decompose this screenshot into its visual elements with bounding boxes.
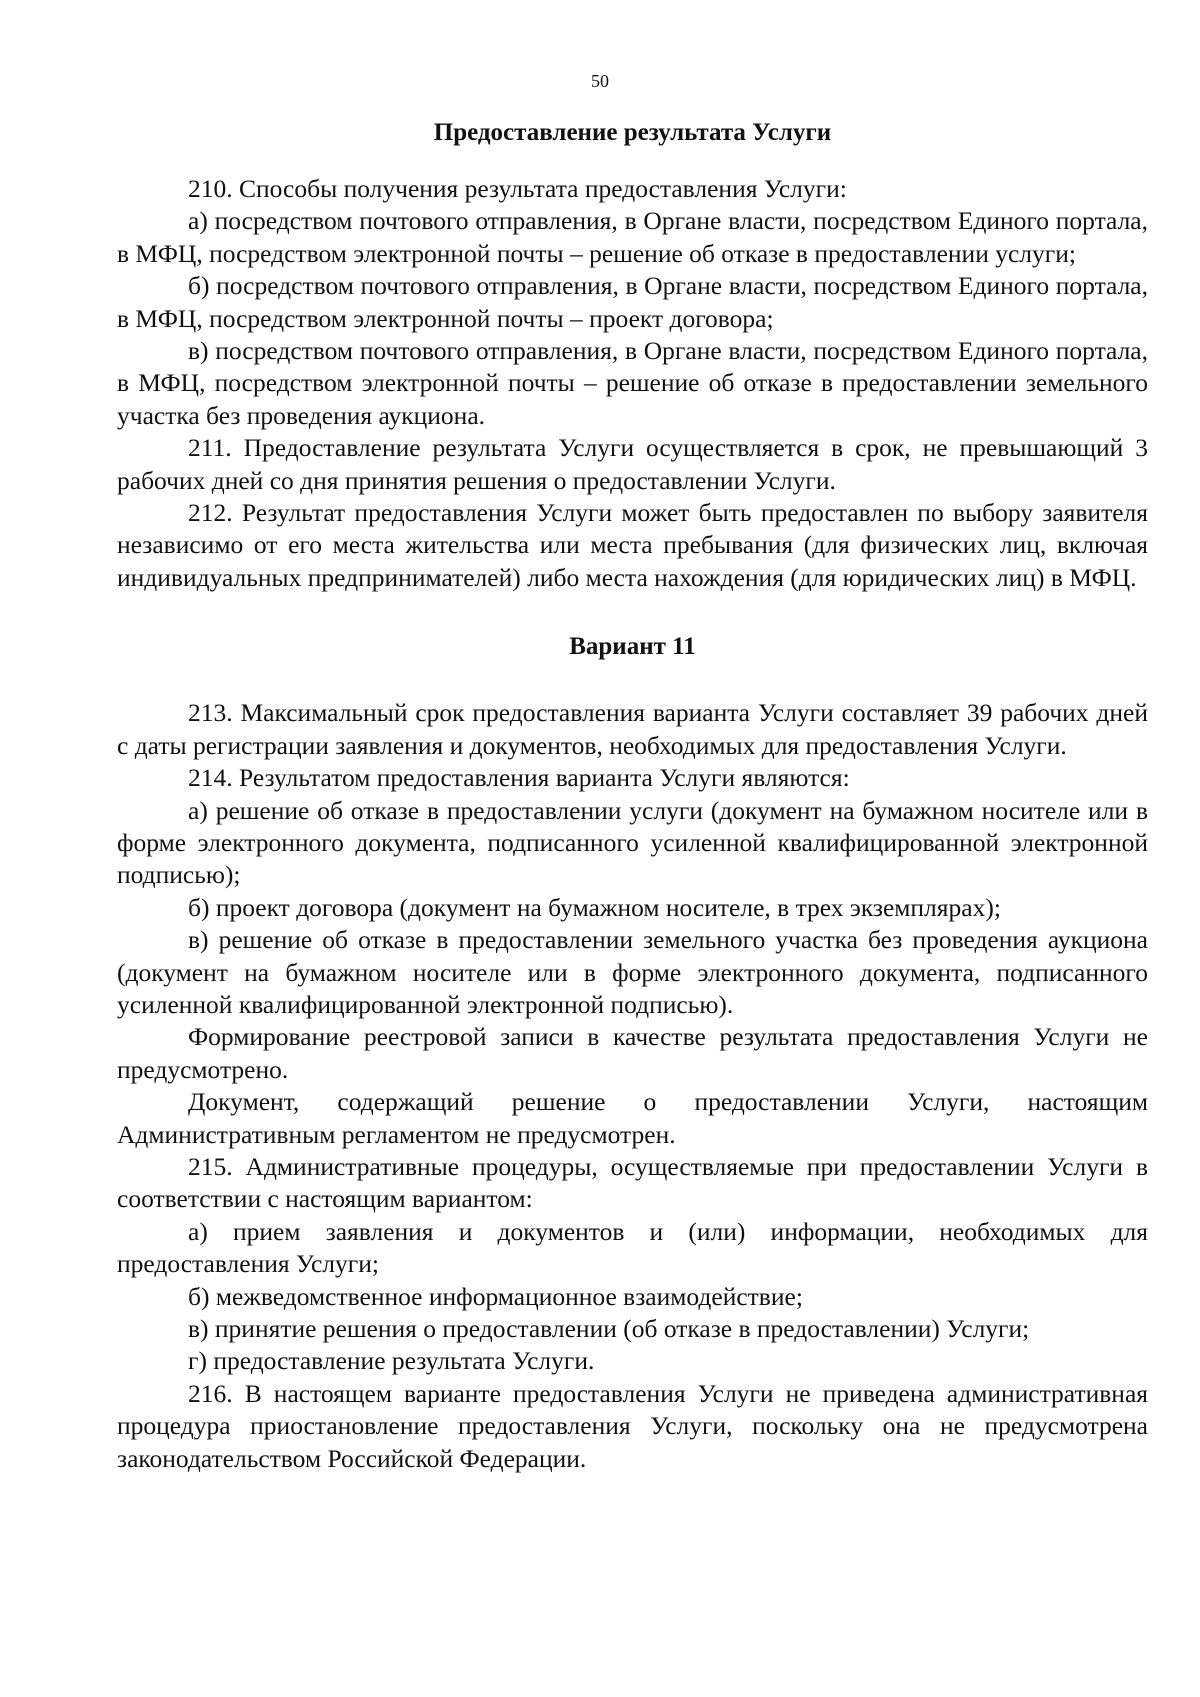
- paragraph-212: 212. Результат предоставления Услуги может быть предоставлен по выбору заявителя независимо от его места жительства или места пребывания (для физических лиц, включая индивидуальных предпринимателей) либо места нахождения (для юридических лиц) в МФЦ.: [117, 498, 1148, 592]
- paragraph-210-v: в) посредством почтового отправления, в Органе власти, посредством Единого портала, в МФЦ, посредством электронной почты – решение об отказе в предоставлении земельного участка без проведения аукциона.: [117, 336, 1148, 430]
- paragraph-210-a: а) посредством почтового отправления, в Органе власти, посредством Единого портала, в МФЦ, посредством электронной почты – решение об отказе в предоставлении услуги;: [117, 206, 1148, 268]
- document-body: [117, 117, 1148, 1475]
- paragraph-215-a: а) прием заявления и документов и (или) информации, необходимых для предоставления Услуги;: [117, 1216, 1148, 1279]
- paragraph-211: 211. Предоставление результата Услуги осуществляется в срок, не превышающий 3 рабочих дней со дня принятия решения о предоставлении Услуги.: [117, 433, 1148, 495]
- paragraph-216: 216. В настоящем варианте предоставления Услуги не приведена административная процедура приостановление предоставления Услуги, поскольку она не предусмотрена законодательством Российской Федерации.: [117, 1378, 1148, 1473]
- paragraph-214-b: б) проект договора (документ на бумажном носителе, в трех экземплярах);: [188, 892, 1001, 922]
- paragraph-214-a: а) решение об отказе в предоставлении услуги (документ на бумажном носителе или в форме электронного документа, подписанного усиленной квалифицированной электронной подписью);: [117, 795, 1148, 890]
- page-number: 50: [591, 71, 609, 91]
- paragraph-registry-record: Формирование реестровой записи в качестве результата предоставления Услуги не предусмотрено.: [117, 1022, 1148, 1084]
- paragraph-213: 213. Максимальный срок предоставления варианта Услуги составляет 39 рабочих дней с даты регистрации заявления и документов, необходимых для предоставления Услуги.: [117, 698, 1148, 760]
- paragraph-215: 215. Административные процедуры, осуществляемые при предоставлении Услуги в соответствии с настоящим вариантом:: [117, 1151, 1148, 1214]
- paragraph-215-v: в) принятие решения о предоставлении (об отказе в предоставлении) Услуги;: [188, 1314, 1030, 1343]
- paragraph-214: 214. Результатом предоставления варианта Услуги являются:: [188, 763, 850, 793]
- paragraph-210-b: б) посредством почтового отправления, в Органе власти, посредством Единого портала, в МФЦ, посредством электронной почты – проект договора;: [117, 271, 1148, 333]
- paragraph-215-b: б) межведомственное информационное взаимодействие;: [188, 1281, 803, 1311]
- paragraph-214-v: в) решение об отказе в предоставлении земельного участка без проведения аукциона (документ на бумажном носителе или в форме электронного документа, подписанного усиленной квалифицированной электронной подписью).: [117, 925, 1148, 1019]
- paragraph-decision-document: Документ, содержащий решение о предоставлении Услуги, настоящим Административным регламентом не предусмотрен.: [117, 1087, 1148, 1149]
- paragraph-215-g: г) предоставление результата Услуги.: [188, 1346, 595, 1376]
- paragraph-210: 210. Способы получения результата предоставления Услуги:: [188, 174, 847, 203]
- section-heading-result: Предоставление результата Услуги: [433, 119, 832, 146]
- section-heading-variant-11: Вариант 11: [569, 633, 696, 661]
